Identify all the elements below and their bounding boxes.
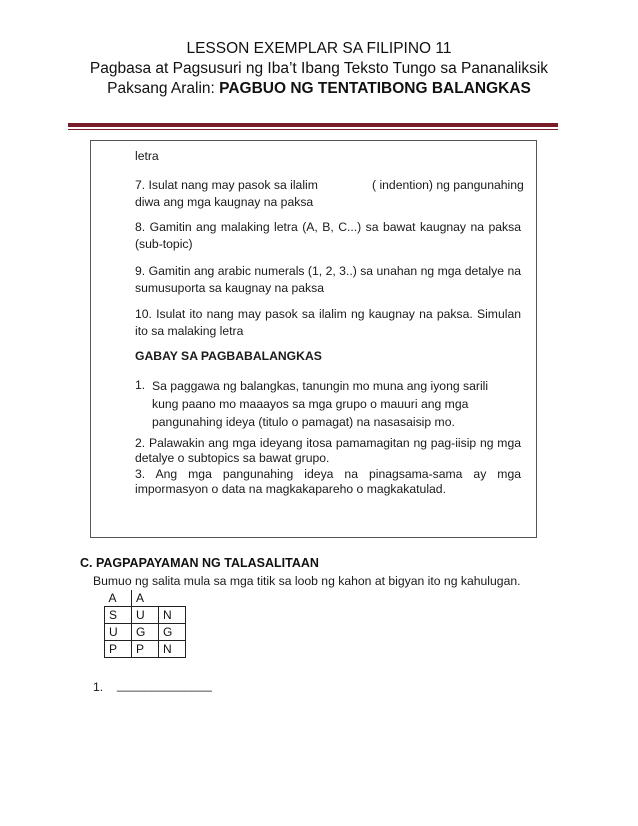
section-c-instruction: Bumuo ng salita mula sa mga titik sa loob ng kahon at bigyan ito ng kahulugan. bbox=[93, 574, 521, 588]
header-divider-thin bbox=[68, 129, 558, 130]
gabay-1: Sa paggawa ng balangkas, tanungin mo muna ang iyong sarili kung paano mo maaayos sa mga grupo o mauuri ang mga pangunahing ideya (titulo o pamagat) na nasasaisip mo. bbox=[152, 379, 489, 429]
grid-cell: U bbox=[132, 607, 159, 624]
grid-row bbox=[105, 624, 186, 641]
item-7-part2: ( indention) ng pangunahing bbox=[372, 178, 524, 192]
grid-cell: N bbox=[159, 607, 186, 624]
grid-cell: A bbox=[105, 590, 132, 607]
grid-cell: U bbox=[105, 624, 132, 641]
gabay-1-number: 1. bbox=[135, 378, 146, 392]
item-8: 8. Gamitin ang malaking letra (A, B, C...) sa bawat kaugnay na paksa (sub-topic) bbox=[135, 220, 521, 251]
header-topic bbox=[0, 80, 638, 98]
gabay-3: 3. Ang mga pangunahing ideya na pinagsama-sama ay mga impormasyon o data na magkakapareho o magkakatulad. bbox=[135, 467, 521, 496]
letter-grid bbox=[104, 590, 186, 658]
carry-text: letra bbox=[135, 149, 159, 163]
grid-cell: G bbox=[132, 624, 159, 641]
header-divider bbox=[68, 123, 558, 127]
item-10: 10. Isulat ito nang may pasok sa ilalim ng kaugnay na paksa. Simulan ito sa malaking letra bbox=[135, 307, 521, 338]
grid-row bbox=[105, 590, 186, 607]
grid-cell: N bbox=[159, 641, 186, 658]
item-7-part3: diwa ang mga kaugnay na paksa bbox=[135, 195, 314, 209]
header-title: LESSON EXEMPLAR SA FILIPINO 11 bbox=[186, 40, 452, 57]
grid-cell: G bbox=[159, 624, 186, 641]
item-7-part1: 7. Isulat nang may pasok sa ilalim bbox=[135, 178, 318, 192]
topic-title: PAGBUO NG TENTATIBONG BALANGKAS bbox=[219, 80, 531, 97]
answer-blank[interactable]: ______________ bbox=[117, 678, 212, 692]
grid-cell: P bbox=[105, 641, 132, 658]
grid-cell bbox=[159, 590, 186, 607]
grid-cell: A bbox=[132, 590, 159, 607]
grid-row bbox=[105, 641, 186, 658]
gabay-2: 2. Palawakin ang mga ideyang itosa pamamagitan ng pag-iisip ng mga detalye o subtopics sa bawat grupo. bbox=[135, 436, 521, 465]
grid-cell: S bbox=[105, 607, 132, 624]
topic-prefix: Paksang Aralin: bbox=[107, 80, 220, 97]
grid-cell: P bbox=[132, 641, 159, 658]
grid-row bbox=[105, 607, 186, 624]
item-9: 9. Gamitin ang arabic numerals (1, 2, 3..) sa unahan ng mga detalye na sumusuporta sa kaugnay na paksa bbox=[135, 264, 521, 295]
answer-number: 1. bbox=[93, 680, 104, 694]
header-subject: Pagbasa at Pagsusuri ng Iba’t Ibang Teksto Tungo sa Pananaliksik bbox=[89, 60, 549, 77]
section-c-title: C. PAGPAPAYAMAN NG TALASALITAAN bbox=[80, 556, 319, 570]
gabay-title: GABAY SA PAGBABALANGKAS bbox=[135, 349, 322, 363]
